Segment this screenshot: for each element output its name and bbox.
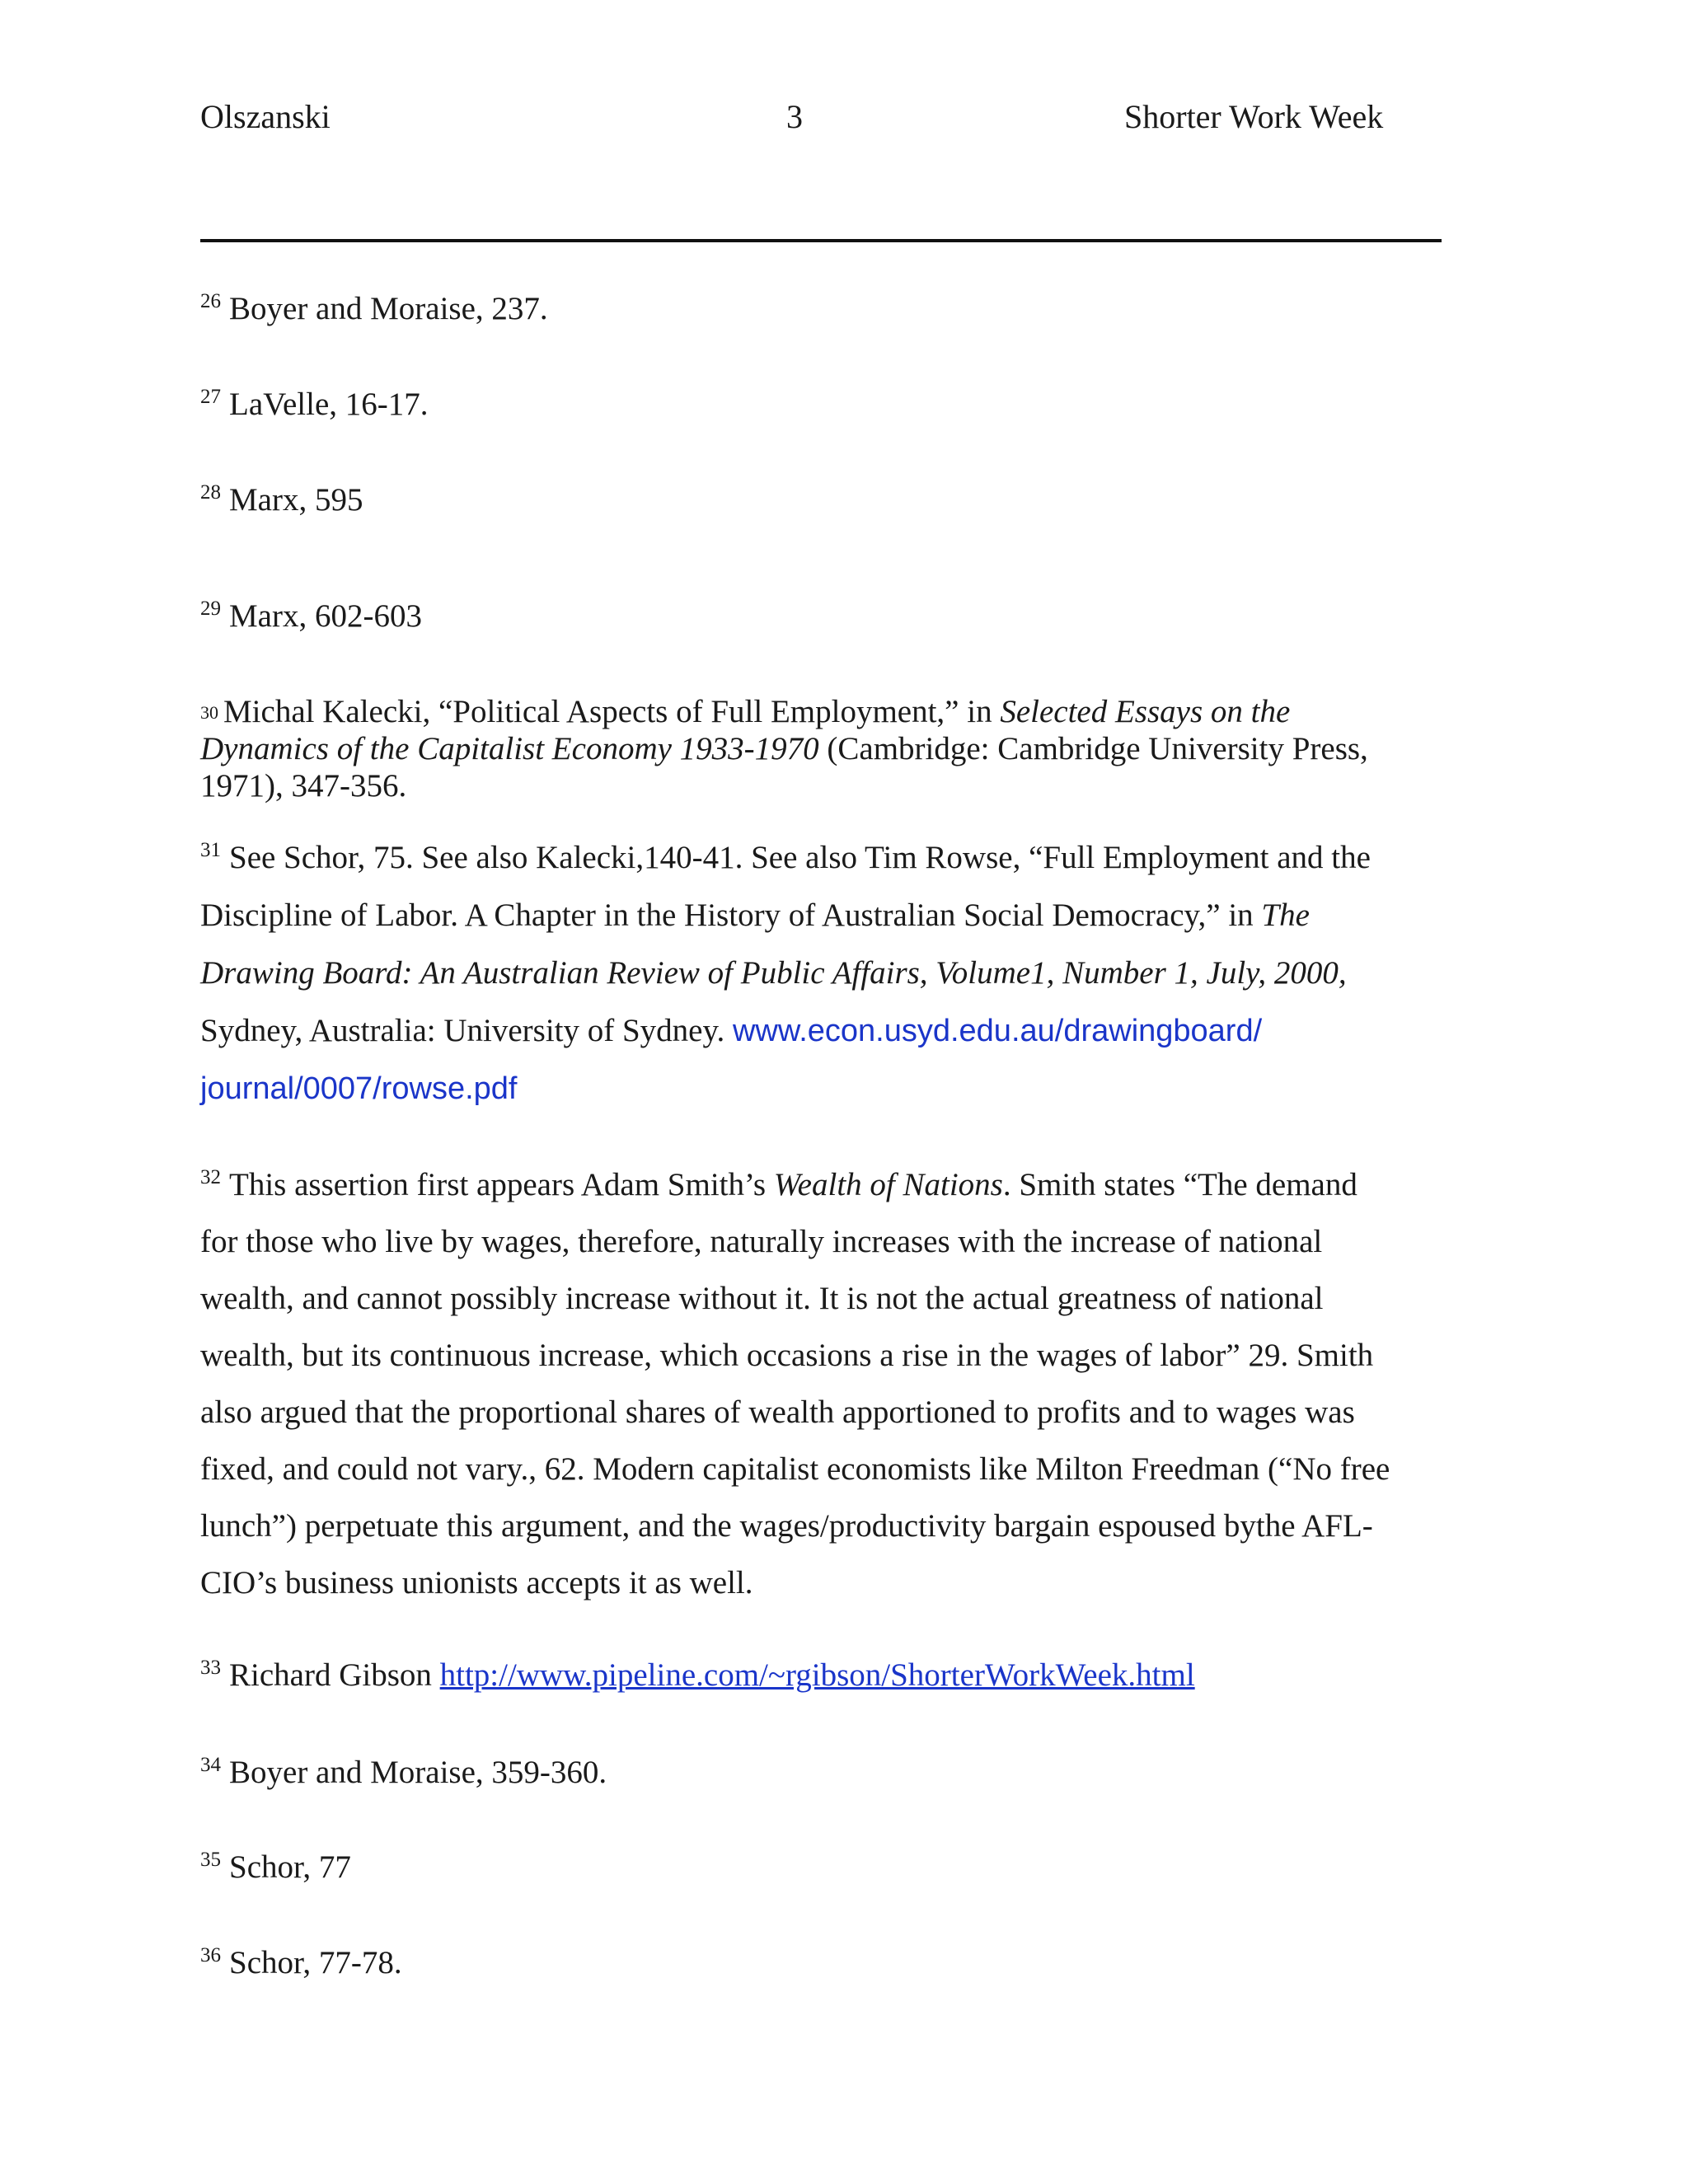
footnote-number: 33	[200, 1657, 221, 1679]
footnote-31-line-4	[200, 1012, 1262, 1049]
footnote-32-line-7: lunch”) perpetuate this argument, and the wages/productivity bargain espoused bythe AFL-	[200, 1508, 1373, 1544]
footnote-31-line-5	[200, 1070, 517, 1107]
footnote-number: 32	[200, 1166, 221, 1188]
footnote-30-line-1	[200, 693, 1290, 730]
footnote-number: 34	[200, 1754, 221, 1776]
footnote-32-line-3: wealth, and cannot possibly increase without it. It is not the actual greatness of national	[200, 1281, 1324, 1316]
header-title: Shorter Work Week	[1124, 98, 1384, 135]
footnote-32-line-6: fixed, and could not vary., 62. Modern capitalist economists like Milton Freedman (“No free	[200, 1451, 1390, 1487]
footnote-30-line-3: 1971), 347-356.	[200, 768, 407, 804]
footnote-text: Marx, 595	[229, 482, 363, 518]
footnote-number: 29	[200, 598, 221, 620]
footnote-text: Boyer and Moraise, 237.	[229, 291, 548, 326]
footnote-text: See Schor, 75. See also Kalecki,140-41. See also Tim Rowse, “Full Employment and the	[229, 840, 1371, 875]
footnote-number: 35	[200, 1849, 221, 1871]
rowse-link[interactable]: www.econ.usyd.edu.au/drawingboard/	[732, 1014, 1263, 1048]
footnote-32-line-8: CIO’s business unionists accepts it as well.	[200, 1565, 753, 1601]
journal-title: The	[1261, 898, 1310, 933]
footnote-text: Michal Kalecki, “Political Aspects of Full Employment,” in	[223, 694, 1001, 729]
footnote-29	[200, 598, 422, 635]
footnote-text: Boyer and Moraise, 359-360.	[229, 1755, 607, 1790]
footnote-35	[200, 1849, 351, 1886]
footnote-32-line-5: also argued that the proportional shares of wealth apportioned to profits and to wages was	[200, 1394, 1355, 1430]
footnote-text: LaVelle, 16-17.	[229, 387, 429, 422]
footnote-text: Schor, 77	[229, 1849, 351, 1885]
footnote-30-line-2	[200, 730, 1368, 767]
footnote-number: 27	[200, 386, 221, 408]
book-title: Wealth of Nations	[773, 1167, 1003, 1202]
footnote-text: This assertion first appears Adam Smith’s	[229, 1167, 774, 1202]
footnote-32-line-2: for those who live by wages, therefore, naturally increases with the increase of national	[200, 1224, 1323, 1259]
footnote-26	[200, 290, 548, 327]
footnote-28	[200, 481, 363, 518]
rowse-link-continued[interactable]: journal/0007/rowse.pdf	[200, 1071, 518, 1106]
gibson-link[interactable]: http://www.pipeline.com/~rgibson/ShorterWorkWeek.html	[439, 1657, 1195, 1693]
book-title: Selected Essays on the	[1000, 694, 1291, 729]
footnote-27	[200, 386, 429, 423]
header-rule	[200, 239, 1442, 242]
footnote-number: 28	[200, 481, 221, 504]
footnote-text: Marx, 602-603	[229, 598, 422, 634]
footnote-32-line-4: wealth, but its continuous increase, which occasions a rise in the wages of labor” 29. Smith	[200, 1338, 1374, 1373]
footnote-text: Richard Gibson	[229, 1657, 440, 1693]
footnote-text: Schor, 77-78.	[229, 1945, 402, 1980]
footnote-number: 36	[200, 1944, 221, 1966]
footnote-36	[200, 1944, 402, 1981]
footnote-text: (Cambridge: Cambridge University Press,	[818, 731, 1368, 766]
footnote-number: 31	[200, 839, 221, 861]
footnote-34	[200, 1754, 607, 1791]
page-number: 3	[786, 98, 803, 135]
book-title: Dynamics of the Capitalist Economy 1933-1970	[200, 731, 819, 766]
footnote-number: 30	[200, 702, 218, 723]
footnote-text: Sydney, Australia: University of Sydney.	[200, 1013, 733, 1048]
footnote-31-line-1	[200, 839, 1371, 876]
footnote-32-line-1	[200, 1166, 1357, 1203]
footnote-text: . Smith states “The demand	[1002, 1167, 1357, 1202]
footnote-number: 26	[200, 290, 221, 312]
header-author: Olszanski	[200, 98, 331, 135]
footnote-33	[200, 1657, 1195, 1694]
journal-title: Drawing Board: An Australian Review of Public Affairs, Volume1, Number 1, July, 2000,	[200, 955, 1347, 991]
footnote-text: Discipline of Labor. A Chapter in the History of Australian Social Democracy,” in	[200, 898, 1262, 933]
footnote-31-line-2	[200, 897, 1310, 934]
footnote-31-line-3	[200, 954, 1347, 991]
